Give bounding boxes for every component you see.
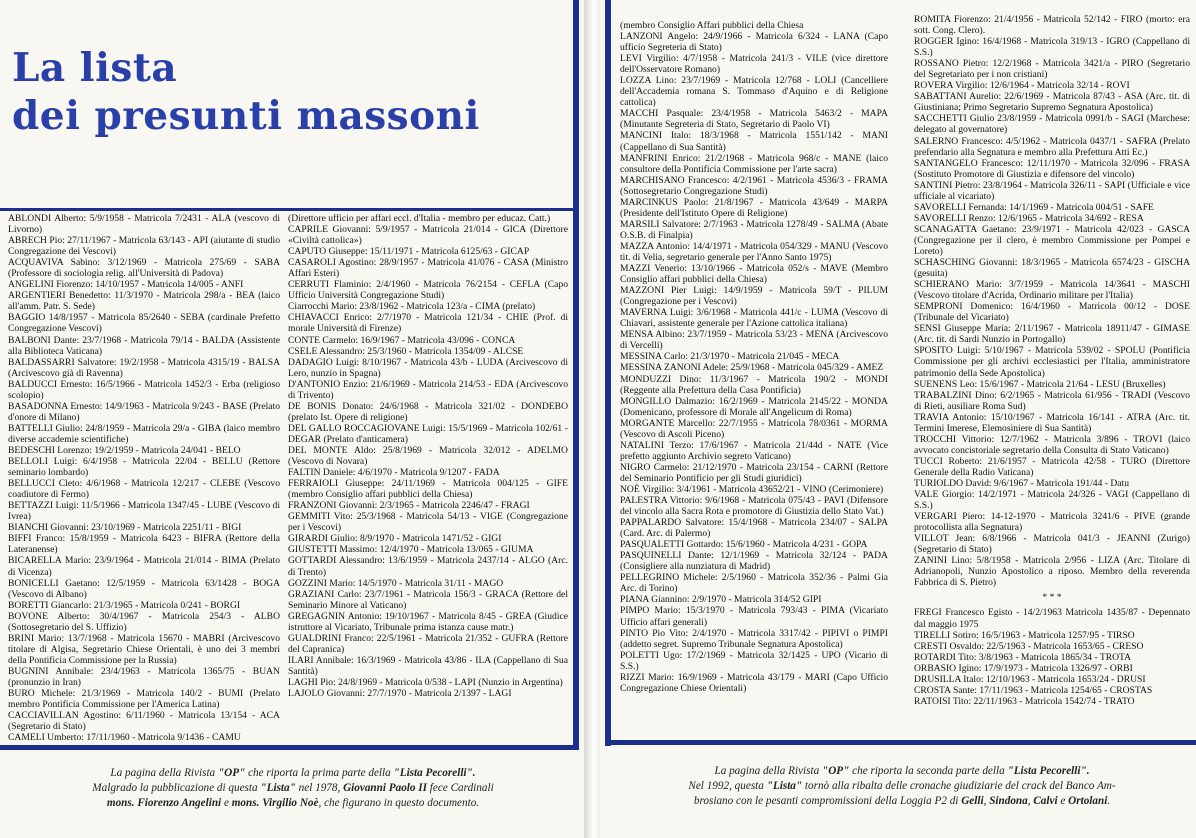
list-item: SANTINI Pietro: 23/8/1964 - Matricola 326/11 - SAPI (Ufficiale e vice ufficiale al vicariato) [914, 179, 1190, 202]
list-item: ANGELINI Fiorenzo: 14/10/1957 - Matricola 14/005 - ANFI [8, 279, 244, 291]
list-item: ROGGER Igino: 16/4/1968 - Matricola 319/13 - IGRO (Cappellano di S.S.) [914, 36, 1190, 59]
list-item: DRUSILLA Italo: 12/10/1963 - Matricola 1653/24 - DRUSI [914, 673, 1146, 685]
list-item: GIUSTETTI Massimo: 12/4/1970 - Matricola 13/065 - GIUMA [288, 544, 534, 556]
list-item: TURIOLDO David: 9/6/1967 - Matricola 191/44 - Datu [914, 477, 1130, 489]
list-item: SANTANGELO Francesco: 12/11/1970 - Matricola 32/096 - FRASA (Sostituto Promotore di Giustizia e difensore del vincolo) [914, 157, 1190, 180]
list-item: CAPUTO Giuseppe: 15/11/1971 - Matricola 6125/63 - GICAP [288, 246, 530, 258]
list-item: MARSILI Salvatore: 2/7/1963 - Matricola 1278/49 - SALMA (Abate O.S.B. di Finalpia) [620, 218, 888, 241]
list-item: CONTE Carmelo: 16/9/1967 - Matricola 43/096 - CONCA [288, 334, 516, 346]
right-column-2-extra-list [914, 607, 1190, 706]
list-item: BORETTI Giancarlo: 21/3/1965 - Matricola 0/241 - BORGI [8, 599, 241, 611]
section-divider-stars: * * * [1042, 592, 1062, 604]
list-item: MACCHI Pasquale: 23/4/1958 - Matricola 5463/2 - MAPA (Minutante Segreteria di Stato, Segretario di Paolo VI) [620, 108, 888, 131]
list-item: ABLONDI Alberto: 5/9/1958 - Matricola 7/2431 - ALA (vescovo di Livorno) [8, 213, 280, 236]
list-item: CASAROLI Agostino: 28/9/1957 - Matricola 41/076 - CASA (Ministro Affari Esteri) [288, 257, 568, 280]
right-caption-line-1: La pagina della Rivista "OP" che riporta la seconda parte della "Lista Pecorelli". [714, 765, 1090, 777]
list-item: GOTTARDI Alessandro: 13/6/1959 - Matricola 2437/14 - ALGO (Arc. di Trento) [288, 555, 568, 578]
list-item: PIANA Giannino: 2/9/1970 - Matricola 314/52 GIPI [620, 594, 822, 606]
list-item: BURO Michele: 21/3/1969 - Matricola 140/2 - BUMI (Prelato membro Pontificia Commissione per l'America Latina) [8, 688, 280, 711]
list-item: LEVI Virgilio: 4/7/1958 - Matricola 241/3 - VILE (vice direttore dell'Osservatore Romano) [620, 53, 888, 76]
list-item: MAZZA Antonio: 14/4/1971 - Matricola 054/329 - MANU (Vescovo tit. di Velia, segretario generale per l'Anno Santo 1975) [620, 240, 888, 263]
list-item: MONDUZZI Dino: 11/3/1967 - Matricola 190/2 - MONDI (Reggente alla Prefettura della Casa Pontificia) [620, 373, 888, 396]
list-item: FERRAIOLI Giuseppe: 24/11/1969 - Matricola 004/125 - GIFE (membro Consiglio affari pubblici della Chiesa) [288, 478, 568, 501]
list-item: BETTAZZI Luigi: 11/5/1966 - Matricola 1347/45 - LUBE (Vescovo di Ivrea) [8, 500, 280, 523]
list-item: CAPRILE Giovanni: 5/9/1957 - Matricola 21/014 - GICA (Direttore «Civiltà cattolica») [288, 224, 568, 247]
list-item: (membro Consiglio Affari pubblici della Chiesa [620, 20, 804, 31]
list-item: NOÈ Virgilio: 3/4/1961 - Matricola 43652/21 - VINO (Cerimoniere) [620, 483, 884, 495]
list-item: RATOISI Tito: 22/11/1963 - Matricola 1542/74 - TRATO [914, 695, 1135, 707]
list-item: Ciarrocchi Mario: 23/8/1962 - Matricola 123/a - CIMA (prelato) [288, 301, 536, 313]
list-item: D'ANTONIO Enzio: 21/6/1969 - Matricola 214/53 - EDA (Arcivescovo di Trivento) [288, 378, 568, 401]
left-caption-line-2: Malgrado la pubblicazione di questa "Lista" nel 1978, Giovanni Paolo II fece Cardinali [92, 782, 494, 794]
list-item: BONICELLI Gaetano: 12/5/1959 - Matricola 63/1428 - BOGA (Vescovo di Albano) [8, 577, 280, 600]
list-item: DADAGIO Luigi: 8/10/1967 - Matricola 43/b - LUDA (Arcivescovo di Lero, nunzio in Spagna) [288, 356, 568, 379]
list-item: LAGHI Pio: 24/8/1969 - Matricola 0/538 - LAPI (Nunzio in Argentina) [288, 676, 563, 688]
list-item: SACCHETTI Giulio 23/8/1959 - Matricola 0991/b - SAGI (Marchese: delegato al governatore) [914, 113, 1190, 136]
left-frame-right [573, 0, 579, 750]
list-item: FRANZONI Giovanni: 2/3/1965 - Matricola 2246/47 - FRAGI [288, 500, 530, 512]
list-item: VALE Giorgio: 14/2/1971 - Matricola 24/326 - VAGI (Cappellano di S.S.) [914, 489, 1190, 512]
list-item: ROMITA Fiorenzo: 21/4/1956 - Matricola 52/142 - FIRO (morto: era sott. Cong. Clero). [914, 14, 1190, 37]
list-item: BICARELLA Mario: 23/9/1964 - Matricola 21/014 - BIMA (Prelato di Vicenza) [8, 555, 280, 578]
list-item: (Direttore ufficio per affari eccl. d'Italia - membro per educaz. Catt.) [288, 213, 551, 224]
list-item: NATALINI Terzo: 17/6/1967 - Matricola 21/44d - NATE (Vice prefetto aggiunto Archivio segreto Vaticano) [620, 439, 888, 462]
list-item: CROSTA Sante: 17/11/1963 - Matricola 1254/65 - CROSTAS [914, 684, 1153, 696]
list-item: SAVORELLI Fernanda: 14/1/1969 - Matricola 004/51 - SAFE [914, 201, 1154, 213]
right-frame-bottom [605, 740, 1196, 745]
list-item: MANCINI Italo: 18/3/1968 - Matricola 1551/142 - MANI (Cappellano di Sua Santità) [620, 130, 888, 153]
list-item: MESSINA ZANONI Adele: 25/9/1968 - Matricola 045/329 - AMEZ [620, 362, 884, 374]
list-item: ROSSANO Pietro: 12/2/1968 - Matricola 3421/a - PIRO (Segretario del Segretariato per i non cristiani) [914, 58, 1190, 81]
list-item: BATTELLI Giulio: 24/8/1959 - Matricola 29/a - GIBA (laico membro diverse accademie scientifiche) [8, 422, 280, 445]
list-item: ILARI Annibale: 16/3/1969 - Matricola 43/86 - ILA (Cappellano di Sua Santità) [288, 654, 568, 677]
list-item: PAPPALARDO Salvatore: 15/4/1968 - Matricola 234/07 - SALPA (Card. Arc. di Palermo) [620, 517, 888, 540]
list-item: SABATTANI Aurelio: 22/6/1969 - Matricola 87/43 - ASA (Arc. tit. di Giustiniana; Primo Segretario Supremo Segnatura Apostolica) [914, 91, 1190, 114]
list-item: GIRARDI Giulio: 8/9/1970 - Matricola 1471/52 - GIGI [288, 533, 502, 545]
list-item: BEDESCHI Lorenzo: 19/2/1959 - Matricola 24/041 - BELO [8, 444, 241, 456]
list-item: BAGGIO 14/8/1957 - Matricola 85/2640 - SEBA (cardinale Prefetto Congregazione Vescovi) [8, 312, 280, 335]
left-page [0, 0, 592, 838]
list-item: DEL MONTE Aldo: 25/8/1969 - Matricola 32/012 - ADELMO (Vescovo di Novara) [288, 444, 568, 468]
list-item: GRAZIANI Carlo: 23/7/1961 - Matricola 156/3 - GRACA (Rettore del Seminario Minore al Vaticano) [288, 588, 568, 611]
right-frame-left [605, 0, 611, 746]
list-item: SALERNO Francesco: 4/5/1962 - Matricola 0437/1 - SAFRA (Prelato prefendario alla Segnatura e membro alla Prefettura Atti Ec.) [914, 135, 1190, 158]
list-item: MARCHISANO Francesco: 4/2/1961 - Matricola 4536/3 - FRAMA (Sottosegretario Congregazione Studi) [620, 174, 888, 197]
list-item: BOVONE Alberto: 30/4/1967 - Matricola 254/3 - ALBO (Sottosegretario del S. Uffizio) [8, 610, 280, 633]
list-item: BIANCHI Giovanni: 23/10/1969 - Matricola 2251/11 - BIGI [8, 522, 242, 534]
list-item: DEL GALLO ROCCAGIOVANE Luigi: 15/5/1969 - Matricola 102/61 - DEGAR (Prelato d'anticamera) [288, 422, 568, 445]
list-item: SUENENS Leo: 15/6/1967 - Matricola 21/64 - LESU (Bruxelles) [914, 378, 1166, 390]
list-item: MAVERNA Luigi: 3/6/1968 - Matricola 441/c - LUMA (Vescovo di Chiavari, assistente generale per l'Azione cattolica italiana) [620, 307, 888, 330]
list-item: TIRELLI Sotiro: 16/5/1963 - Matricola 1257/95 - TIRSO [914, 629, 1135, 641]
list-item: CACCIAVILLAN Agostino: 6/11/1960 - Matricola 13/154 - ACA (Segretario di Stato) [8, 710, 280, 733]
list-item: ACQUAVIVA Sabino: 3/12/1969 - Matricola 275/69 - SABA (Professore di sociologia relig. all'Università di Padova) [8, 257, 280, 280]
list-item: VERGARI Piero: 14-12-1970 - Matricola 3241/6 - PIVE (grande protocollista alla Segnatura) [914, 511, 1190, 534]
list-item: BALDASSARRI Salvatore: 19/2/1958 - Matricola 4315/19 - BALSA (Arcivescovo già di Ravenna) [8, 356, 280, 379]
list-item: MARCINKUS Paolo: 21/8/1967 - Matricola 43/649 - MARPA (Presidente dell'Istituto Opere di Religione) [620, 196, 888, 219]
left-caption [8, 766, 578, 811]
list-item: POLETTI Ugo: 17/2/1969 - Matricola 32/1425 - UPO (Vicario di S.S.) [620, 649, 888, 672]
right-page [600, 0, 1196, 838]
list-item: ROVERA Virgilio: 12/6/1964 - Matricola 32/14 - ROVI [914, 80, 1130, 92]
page-title [12, 44, 480, 140]
list-item: PALESTRA Vittorio: 9/6/1968 - Matricola 075/43 - PAVI (Difensore del vincolo alla Sacra Rota e promotore di Giustizia dello Stato Vat.) [620, 495, 888, 518]
list-item: PASQUALETTI Gottardo: 15/6/1960 - Matricola 4/231 - GOPA [620, 539, 868, 551]
list-item: TRABALZINI Dino: 6/2/1965 - Matricola 61/956 - TRADI (Vescovo di Rieti, ausiliare Roma Sud) [914, 389, 1190, 412]
list-item: BELLOLI Luigi: 6/4/1958 - Matricola 22/04 - BELLU (Rettore seminario lombardo) [8, 456, 280, 479]
right-column-2 [914, 14, 1190, 738]
right-column-1 [620, 20, 888, 738]
right-caption [614, 764, 1190, 809]
list-item: CSELE Alessandro: 25/3/1960 - Matricola 1354/09 - ALCSE [288, 345, 524, 357]
left-caption-line-1: La pagina della Rivista "OP" che riporta la prima parte della "Lista Pecorelli". [110, 767, 476, 779]
left-column-1 [8, 213, 280, 743]
list-item: CAMELI Umberto: 17/11/1960 - Matricola 9/1436 - CAMU [8, 732, 241, 743]
left-column-2 [288, 213, 568, 743]
list-item: SEMPRONI Domenico: 16/4/1960 - Matricola 00/12 - DOSE (Tribunale del Vicariato) [914, 301, 1190, 324]
list-item: GREGAGNIN Antonio: 19/10/1967 - Matricola 8/45 - GREA (Giudice istruttore al Vicariato, Tribunale prima istanza cause matr.) [288, 610, 568, 633]
list-item: ZANINI Lino: 5/8/1958 - Matricola 2/956 - LIZA (Arc. Titolare di Adrianopoli, Nunzio Apostolico a riposo. Membro della reverenda Fabbrica di S. Pietro) [914, 555, 1190, 589]
list-item: TUCCI Roberto: 21/6/1957 - Matricola 42/58 - TURO (Direttore Generale della Radio Vaticana) [914, 455, 1190, 478]
list-item: MORGANTE Marcello: 22/7/1955 - Matricola 78/0361 - MORMA (Vescovo di Ascoli Piceno) [620, 417, 888, 440]
list-item: SAVORELLI Renzo: 12/6/1965 - Matricola 34/692 - RESA [914, 212, 1144, 224]
list-item: SCANAGATTA Gaetano: 23/9/1971 - Matricola 42/023 - GASCA (Congregazione per il clero, è membro Commissione per Pompei e Loreto) [914, 223, 1190, 257]
list-item: PINTO Pio Vito: 2/4/1970 - Matricola 3317/42 - PIPIVI o PIMPI (addetto segret. Supremo Tribunale Segnatura Apostolica) [620, 627, 888, 650]
list-item: BELLUCCI Cleto: 4/6/1968 - Matricola 12/217 - CLEBE (Vescovo coadiutore di Fermo) [8, 478, 280, 501]
title-line-2: dei presunti massoni [12, 93, 480, 139]
list-item: BASADONNA Ernesto: 14/9/1963 - Matricola 9/243 - BASE (Prelato d'onore di Milano) [8, 400, 280, 423]
list-item: SPOSITO Luigi: 5/10/1967 - Matricola 539/02 - SPOLU (Pontificia Commissione per gli archivi ecclesiastici per l'Italia, amministratore patrimonio della Sede Apostolica) [914, 345, 1190, 379]
right-caption-line-3: brosiano con le pesanti compromissioni della Loggia P2 di Gelli, Sindona, Calvi e Ortolani. [693, 795, 1111, 807]
list-item: ARGENTIERI Benedetto: 11/3/1970 - Matricola 298/a - BEA (laico all'amm. Patr. S. Sede) [8, 290, 280, 313]
right-caption-line-2: Nel 1992, questa "Lista" tornò alla ribalta delle cronache giudiziarie del crack del Banco Am- [688, 780, 1116, 792]
left-frame-bottom [0, 745, 579, 750]
left-caption-line-3: mons. Fiorenzo Angelini e mons. Virgilio Noè, che figurano in questo documento. [106, 797, 480, 809]
list-item: SCHASCHING Giovanni: 18/3/1965 - Matricola 6574/23 - GISCHA (gesuita) [914, 257, 1190, 280]
title-line-1: La lista [12, 45, 178, 91]
list-item: GEMMITI Vito: 25/3/1968 - Matricola 54/13 - VIGE (Congregazione per i Vescovi) [288, 511, 568, 534]
list-item: FALTIN Daniele: 4/6/1970 - Matricola 9/1207 - FADA [288, 467, 500, 479]
list-item: GUALDRINI Franco: 22/5/1961 - Matricola 21/352 - GUFRA (Rettore del Capranica) [288, 632, 568, 655]
list-item: SCHIERANO Mario: 3/7/1959 - Matricola 14/3641 - MASCHI (Vescovo titolare d'Acrida, Ordinario militare per l'Italia) [914, 279, 1190, 302]
list-item: BUGNINI Annibale: 23/4/1963 - Matricola 1365/75 - BUAN (pronunzio in Iran) [8, 665, 280, 688]
list-item: MENSA Albino: 23/7/1959 - Matricola 53/23 - MENA (Arcivescovo di Vercelli) [620, 329, 888, 352]
left-frame-top [0, 208, 578, 211]
list-item: CHIAVACCI Enrico: 2/7/1970 - Matricola 121/34 - CHIE (Prof. di morale Università di Firenze) [288, 312, 568, 335]
list-item: ABRECH Pio: 27/11/1967 - Matricola 63/143 - API (aiutante di studio Congregazione dei Vescovi) [8, 235, 280, 258]
list-item: NIGRO Carmelo: 21/12/1970 - Matricola 23/154 - CARNI (Rettore del Seminario Pontificio per gli Studi giuridici) [620, 461, 888, 484]
list-item: MAZZI Venerio: 13/10/1966 - Matricola 052/s - MAVE (Membro Consiglio affari pubblici della Chiesa) [620, 263, 888, 286]
list-item: BRINI Mario: 13/7/1968 - Matricola 15670 - MABRI (Arcivescovo titolare di Algisa, Segretario Chiese Orientali, è uno dei 3 membri della Pontificia Commissione per la Russia) [8, 632, 280, 666]
list-item: CERRUTI Flaminio: 2/4/1960 - Matricola 76/2154 - CEFLA (Capo Ufficio Università Congregazione Studi) [288, 279, 568, 302]
list-item: BALDUCCI Ernesto: 16/5/1966 - Matricola 1452/3 - Erba (religioso scolopio) [8, 378, 280, 401]
list-item: RIZZI Mario: 16/9/1969 - Matricola 43/179 - MARI (Capo Ufficio Congregazione Chiese Orientali) [620, 671, 888, 694]
list-item: SENSI Giuseppe Maria: 2/11/1967 - Matricola 18911/47 - GIMASE (Arc. tit. di Sardi Nunzio in Portogallo) [914, 323, 1190, 346]
list-item: MONGILLO Dalmazio: 16/2/1969 - Matricola 2145/22 - MONDA (Domenicano, professore di Morale all'Angelicum di Roma) [620, 395, 888, 418]
list-item: MANFRINI Enrico: 21/2/1968 - Matricola 968/c - MANE (laico consultore della Pontificia Commissione per l'arte sacra) [620, 152, 888, 175]
list-item: ROTARDI Tito: 3/8/1963 - Matricola 1865/34 - TROTA [914, 651, 1132, 663]
list-item: PASQUINELLI Dante: 12/1/1969 - Matricola 32/124 - PADA (Consigliere alla nunziatura di Madrid) [620, 550, 888, 573]
right-column-2-list [914, 14, 1190, 588]
list-item: MAZZONI Pier Luigi: 14/9/1959 - Matricola 59/T - PILUM (Congregazione per i Vescovi) [620, 285, 888, 308]
list-item: MESSINA Carlo: 21/3/1970 - Matricola 21/045 - MECA [620, 351, 840, 363]
list-item: PELLEGRINO Michele: 2/5/1960 - Matricola 352/36 - Palmi Gia Arc. di Torino) [620, 572, 888, 595]
list-item: DE BONIS Donato: 24/6/1968 - Matricola 321/02 - DONDEBO (prelato Ist. Opere di religione) [288, 400, 568, 423]
list-item: VILLOT Jean: 6/8/1966 - Matricola 041/3 - JEANNI (Zurigo) (Segretario di Stato) [914, 533, 1190, 556]
list-item: ORBASIO Igino: 17/9/1973 - Matricola 1326/97 - ORBI [914, 662, 1133, 674]
list-item: BIFFI Franco: 15/8/1959 - Matricola 6423 - BIFRA (Rettore della Lateranense) [8, 533, 280, 556]
list-item: LAJOLO Giovanni: 27/7/1970 - Matricola 2/1397 - LAGI [288, 688, 512, 700]
list-item: LOZZA Lino: 23/7/1969 - Matricola 12/768 - LOLI (Cancelliere dell'Accademia romana S. Tommaso d'Aquino e di Religione cattolica) [620, 75, 888, 109]
list-item: TROCCHI Vittorio: 12/7/1962 - Matricola 3/896 - TROVI (laico avvocato concistoriale segretario della Consulta di Stato Vaticano) [914, 433, 1190, 456]
list-item: CRESTI Osvaldo: 22/5/1963 - Matricola 1653/65 - CRESO [914, 640, 1144, 652]
list-item: PIMPO Mario: 15/3/1970 - Matricola 793/43 - PIMA (Vicariato Ufficio affari generali) [620, 605, 888, 628]
list-item: BALBONI Dante: 23/7/1968 - Matricola 79/14 - BALDA (Assistente alla Biblioteca Vaticana) [8, 334, 280, 357]
list-item: FREGI Francesco Egisto - 14/2/1963 Matricola 1435/87 - Depennato dal maggio 1975 [914, 607, 1190, 630]
list-item: TRAVIA Antonio: 15/10/1967 - Matricola 16/141 - ATRA (Arc. tit. Termini Imerese, Elemosiniere di Sua Santità) [914, 411, 1190, 434]
list-item: GOZZINI Mario: 14/5/1970 - Matricola 31/11 - MAGO [288, 577, 504, 589]
list-item: LANZONI Angelo: 24/9/1966 - Matricola 6/324 - LANA (Capo ufficio Segreteria di Stato) [620, 31, 888, 54]
